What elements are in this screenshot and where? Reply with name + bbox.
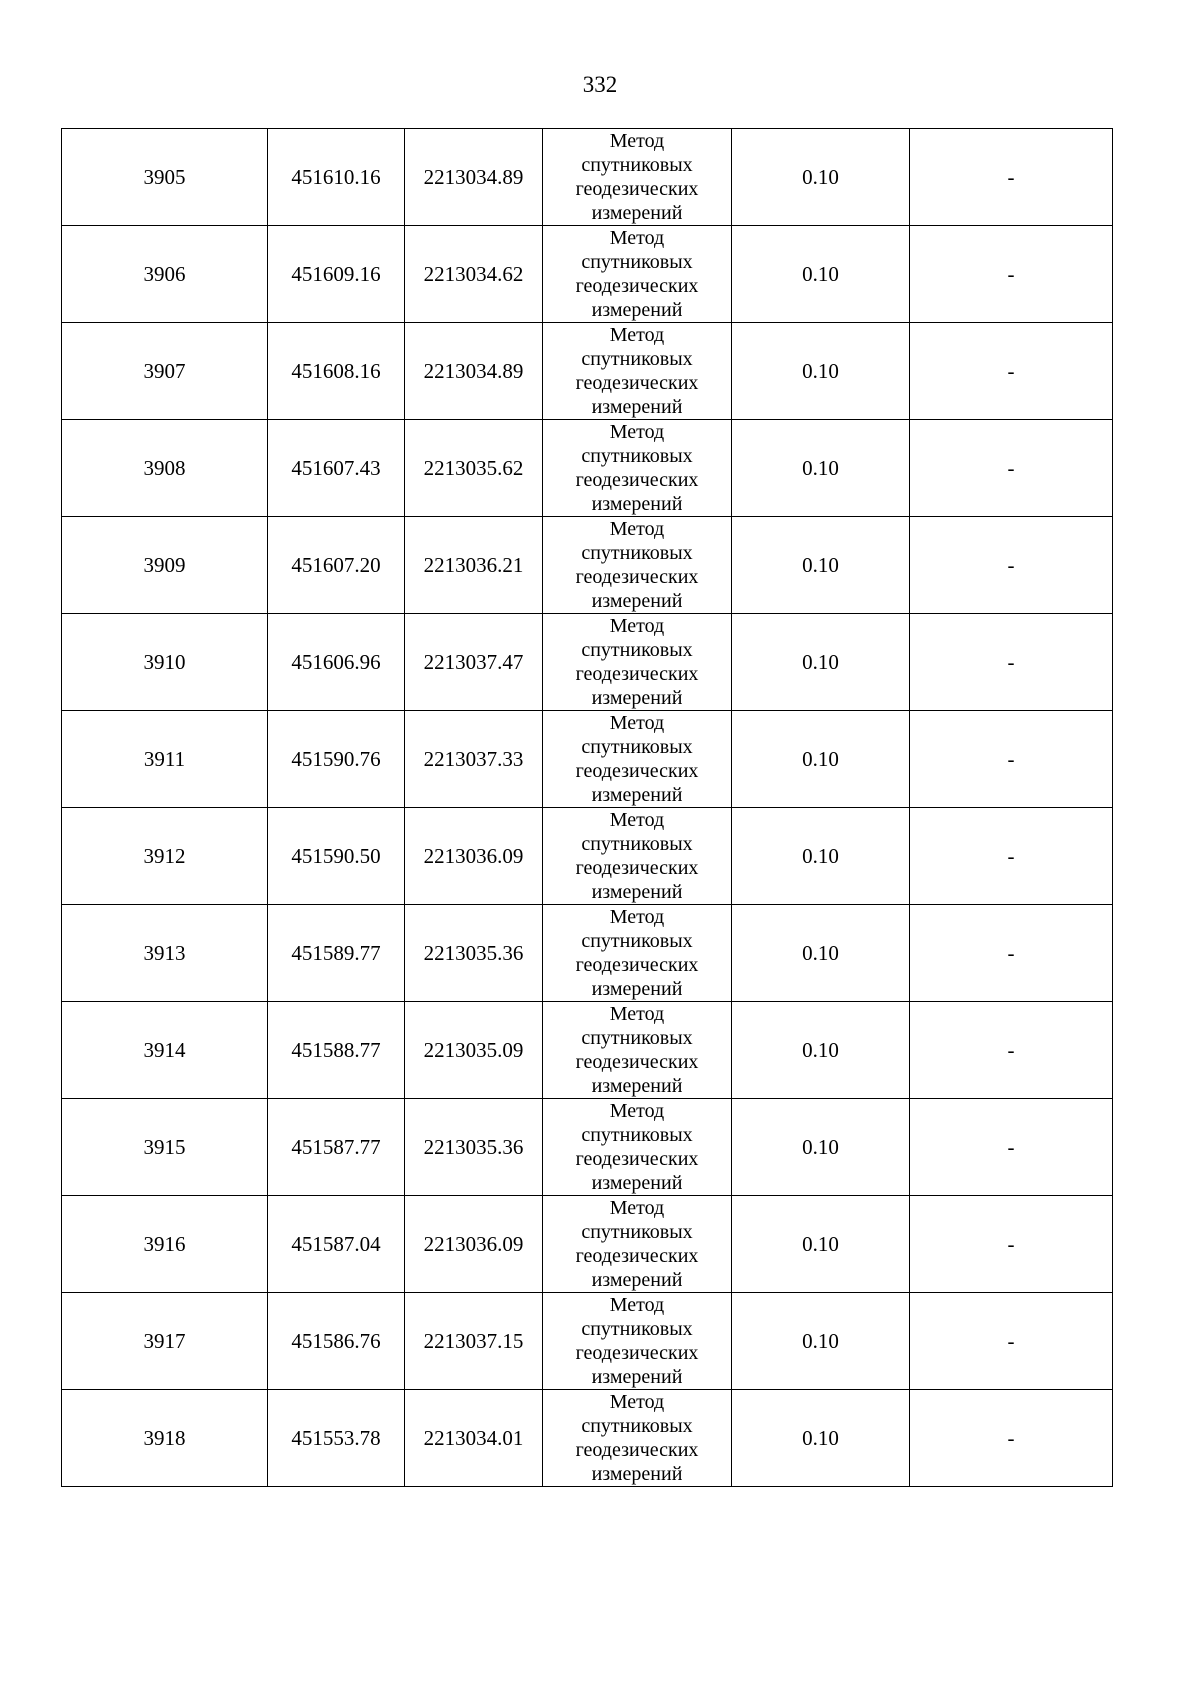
cell-point-number: 3916 xyxy=(62,1196,268,1293)
cell-point-number: 3915 xyxy=(62,1099,268,1196)
cell-point-number: 3913 xyxy=(62,905,268,1002)
method-line: Метод xyxy=(609,1197,665,1219)
cell-x-coordinate: 451590.76 xyxy=(268,711,405,808)
cell-y-coordinate: 2213034.89 xyxy=(405,323,543,420)
cell-x-coordinate: 451606.96 xyxy=(268,614,405,711)
cell-method xyxy=(543,226,732,323)
table-body xyxy=(62,129,1113,1487)
cell-point-number: 3914 xyxy=(62,1002,268,1099)
method-line: геодезических xyxy=(575,954,699,976)
cell-accuracy: 0.10 xyxy=(732,517,910,614)
cell-note: - xyxy=(910,711,1113,808)
method-line: измерений xyxy=(591,590,683,612)
method-line: измерений xyxy=(591,299,683,321)
method-line: Метод xyxy=(609,227,665,249)
method-line: геодезических xyxy=(575,1342,699,1364)
cell-method xyxy=(543,905,732,1002)
cell-method xyxy=(543,420,732,517)
cell-accuracy: 0.10 xyxy=(732,808,910,905)
method-line: измерений xyxy=(591,1463,683,1485)
method-line: геодезических xyxy=(575,469,699,491)
cell-y-coordinate: 2213036.09 xyxy=(405,808,543,905)
cell-method xyxy=(543,1390,732,1487)
cell-y-coordinate: 2213037.47 xyxy=(405,614,543,711)
cell-point-number: 3912 xyxy=(62,808,268,905)
method-line: спутниковых xyxy=(581,1415,693,1437)
cell-method xyxy=(543,517,732,614)
method-line: спутниковых xyxy=(581,833,693,855)
cell-method xyxy=(543,1099,732,1196)
cell-method xyxy=(543,808,732,905)
method-line: геодезических xyxy=(575,566,699,588)
method-line: геодезических xyxy=(575,663,699,685)
method-line: измерений xyxy=(591,881,683,903)
cell-accuracy: 0.10 xyxy=(732,1390,910,1487)
method-line: спутниковых xyxy=(581,1027,693,1049)
method-line: спутниковых xyxy=(581,1124,693,1146)
table-row xyxy=(62,808,1113,905)
cell-note: - xyxy=(910,1002,1113,1099)
cell-point-number: 3909 xyxy=(62,517,268,614)
method-line: измерений xyxy=(591,1366,683,1388)
method-line: геодезических xyxy=(575,1245,699,1267)
cell-point-number: 3918 xyxy=(62,1390,268,1487)
cell-y-coordinate: 2213034.01 xyxy=(405,1390,543,1487)
cell-method xyxy=(543,614,732,711)
method-line: Метод xyxy=(609,1003,665,1025)
cell-y-coordinate: 2213036.09 xyxy=(405,1196,543,1293)
method-line: геодезических xyxy=(575,857,699,879)
cell-accuracy: 0.10 xyxy=(732,614,910,711)
method-line: Метод xyxy=(609,518,665,540)
method-line: спутниковых xyxy=(581,1318,693,1340)
cell-accuracy: 0.10 xyxy=(732,905,910,1002)
cell-x-coordinate: 451610.16 xyxy=(268,129,405,226)
cell-point-number: 3907 xyxy=(62,323,268,420)
method-line: Метод xyxy=(609,1294,665,1316)
cell-x-coordinate: 451609.16 xyxy=(268,226,405,323)
method-line: спутниковых xyxy=(581,542,693,564)
method-line: измерений xyxy=(591,202,683,224)
cell-note: - xyxy=(910,614,1113,711)
method-line: Метод xyxy=(609,712,665,734)
method-line: спутниковых xyxy=(581,736,693,758)
method-line: спутниковых xyxy=(581,445,693,467)
method-line: спутниковых xyxy=(581,348,693,370)
cell-note: - xyxy=(910,1196,1113,1293)
cell-x-coordinate: 451587.04 xyxy=(268,1196,405,1293)
cell-method xyxy=(543,129,732,226)
cell-note: - xyxy=(910,226,1113,323)
cell-y-coordinate: 2213035.36 xyxy=(405,1099,543,1196)
method-line: геодезических xyxy=(575,372,699,394)
method-line: измерений xyxy=(591,1172,683,1194)
cell-method xyxy=(543,323,732,420)
cell-accuracy: 0.10 xyxy=(732,129,910,226)
method-line: геодезических xyxy=(575,1148,699,1170)
cell-x-coordinate: 451586.76 xyxy=(268,1293,405,1390)
table-row xyxy=(62,1099,1113,1196)
method-line: измерений xyxy=(591,396,683,418)
table-row xyxy=(62,711,1113,808)
cell-y-coordinate: 2213034.62 xyxy=(405,226,543,323)
table-row xyxy=(62,1196,1113,1293)
table-row xyxy=(62,1002,1113,1099)
cell-y-coordinate: 2213034.89 xyxy=(405,129,543,226)
method-line: геодезических xyxy=(575,1051,699,1073)
cell-note: - xyxy=(910,905,1113,1002)
method-line: геодезических xyxy=(575,275,699,297)
method-line: Метод xyxy=(609,615,665,637)
cell-method xyxy=(543,1002,732,1099)
cell-point-number: 3905 xyxy=(62,129,268,226)
cell-x-coordinate: 451589.77 xyxy=(268,905,405,1002)
cell-point-number: 3906 xyxy=(62,226,268,323)
table-row xyxy=(62,905,1113,1002)
cell-note: - xyxy=(910,1293,1113,1390)
cell-accuracy: 0.10 xyxy=(732,420,910,517)
method-line: Метод xyxy=(609,1391,665,1413)
method-line: Метод xyxy=(609,130,665,152)
cell-accuracy: 0.10 xyxy=(732,323,910,420)
method-line: Метод xyxy=(609,1100,665,1122)
method-line: Метод xyxy=(609,809,665,831)
cell-y-coordinate: 2213037.15 xyxy=(405,1293,543,1390)
cell-x-coordinate: 451607.43 xyxy=(268,420,405,517)
method-line: измерений xyxy=(591,493,683,515)
table-row xyxy=(62,1293,1113,1390)
cell-accuracy: 0.10 xyxy=(732,1293,910,1390)
table-row xyxy=(62,129,1113,226)
cell-y-coordinate: 2213037.33 xyxy=(405,711,543,808)
method-line: спутниковых xyxy=(581,154,693,176)
method-line: Метод xyxy=(609,324,665,346)
table-row xyxy=(62,614,1113,711)
cell-point-number: 3908 xyxy=(62,420,268,517)
method-line: измерений xyxy=(591,978,683,1000)
table-row xyxy=(62,226,1113,323)
cell-y-coordinate: 2213035.09 xyxy=(405,1002,543,1099)
cell-accuracy: 0.10 xyxy=(732,1002,910,1099)
method-line: Метод xyxy=(609,906,665,928)
cell-point-number: 3917 xyxy=(62,1293,268,1390)
cell-note: - xyxy=(910,517,1113,614)
method-line: геодезических xyxy=(575,1439,699,1461)
cell-note: - xyxy=(910,323,1113,420)
cell-accuracy: 0.10 xyxy=(732,1099,910,1196)
cell-accuracy: 0.10 xyxy=(732,711,910,808)
cell-point-number: 3911 xyxy=(62,711,268,808)
table-row xyxy=(62,1390,1113,1487)
table-row xyxy=(62,420,1113,517)
cell-method xyxy=(543,711,732,808)
page-number: 332 xyxy=(582,72,618,97)
method-line: спутниковых xyxy=(581,639,693,661)
cell-method xyxy=(543,1196,732,1293)
cell-y-coordinate: 2213035.36 xyxy=(405,905,543,1002)
cell-x-coordinate: 451588.77 xyxy=(268,1002,405,1099)
method-line: измерений xyxy=(591,1269,683,1291)
cell-note: - xyxy=(910,1099,1113,1196)
cell-y-coordinate: 2213035.62 xyxy=(405,420,543,517)
cell-x-coordinate: 451607.20 xyxy=(268,517,405,614)
table-row xyxy=(62,323,1113,420)
method-line: измерений xyxy=(591,784,683,806)
cell-x-coordinate: 451608.16 xyxy=(268,323,405,420)
method-line: геодезических xyxy=(575,178,699,200)
table-row xyxy=(62,517,1113,614)
method-line: спутниковых xyxy=(581,930,693,952)
cell-x-coordinate: 451553.78 xyxy=(268,1390,405,1487)
method-line: спутниковых xyxy=(581,1221,693,1243)
cell-point-number: 3910 xyxy=(62,614,268,711)
cell-x-coordinate: 451590.50 xyxy=(268,808,405,905)
coordinates-table xyxy=(61,128,1113,1487)
cell-y-coordinate: 2213036.21 xyxy=(405,517,543,614)
cell-note: - xyxy=(910,129,1113,226)
cell-x-coordinate: 451587.77 xyxy=(268,1099,405,1196)
method-line: Метод xyxy=(609,421,665,443)
cell-accuracy: 0.10 xyxy=(732,1196,910,1293)
method-line: спутниковых xyxy=(581,251,693,273)
cell-accuracy: 0.10 xyxy=(732,226,910,323)
method-line: измерений xyxy=(591,687,683,709)
method-line: геодезических xyxy=(575,760,699,782)
cell-note: - xyxy=(910,808,1113,905)
cell-note: - xyxy=(910,420,1113,517)
cell-method xyxy=(543,1293,732,1390)
method-line: измерений xyxy=(591,1075,683,1097)
cell-note: - xyxy=(910,1390,1113,1487)
